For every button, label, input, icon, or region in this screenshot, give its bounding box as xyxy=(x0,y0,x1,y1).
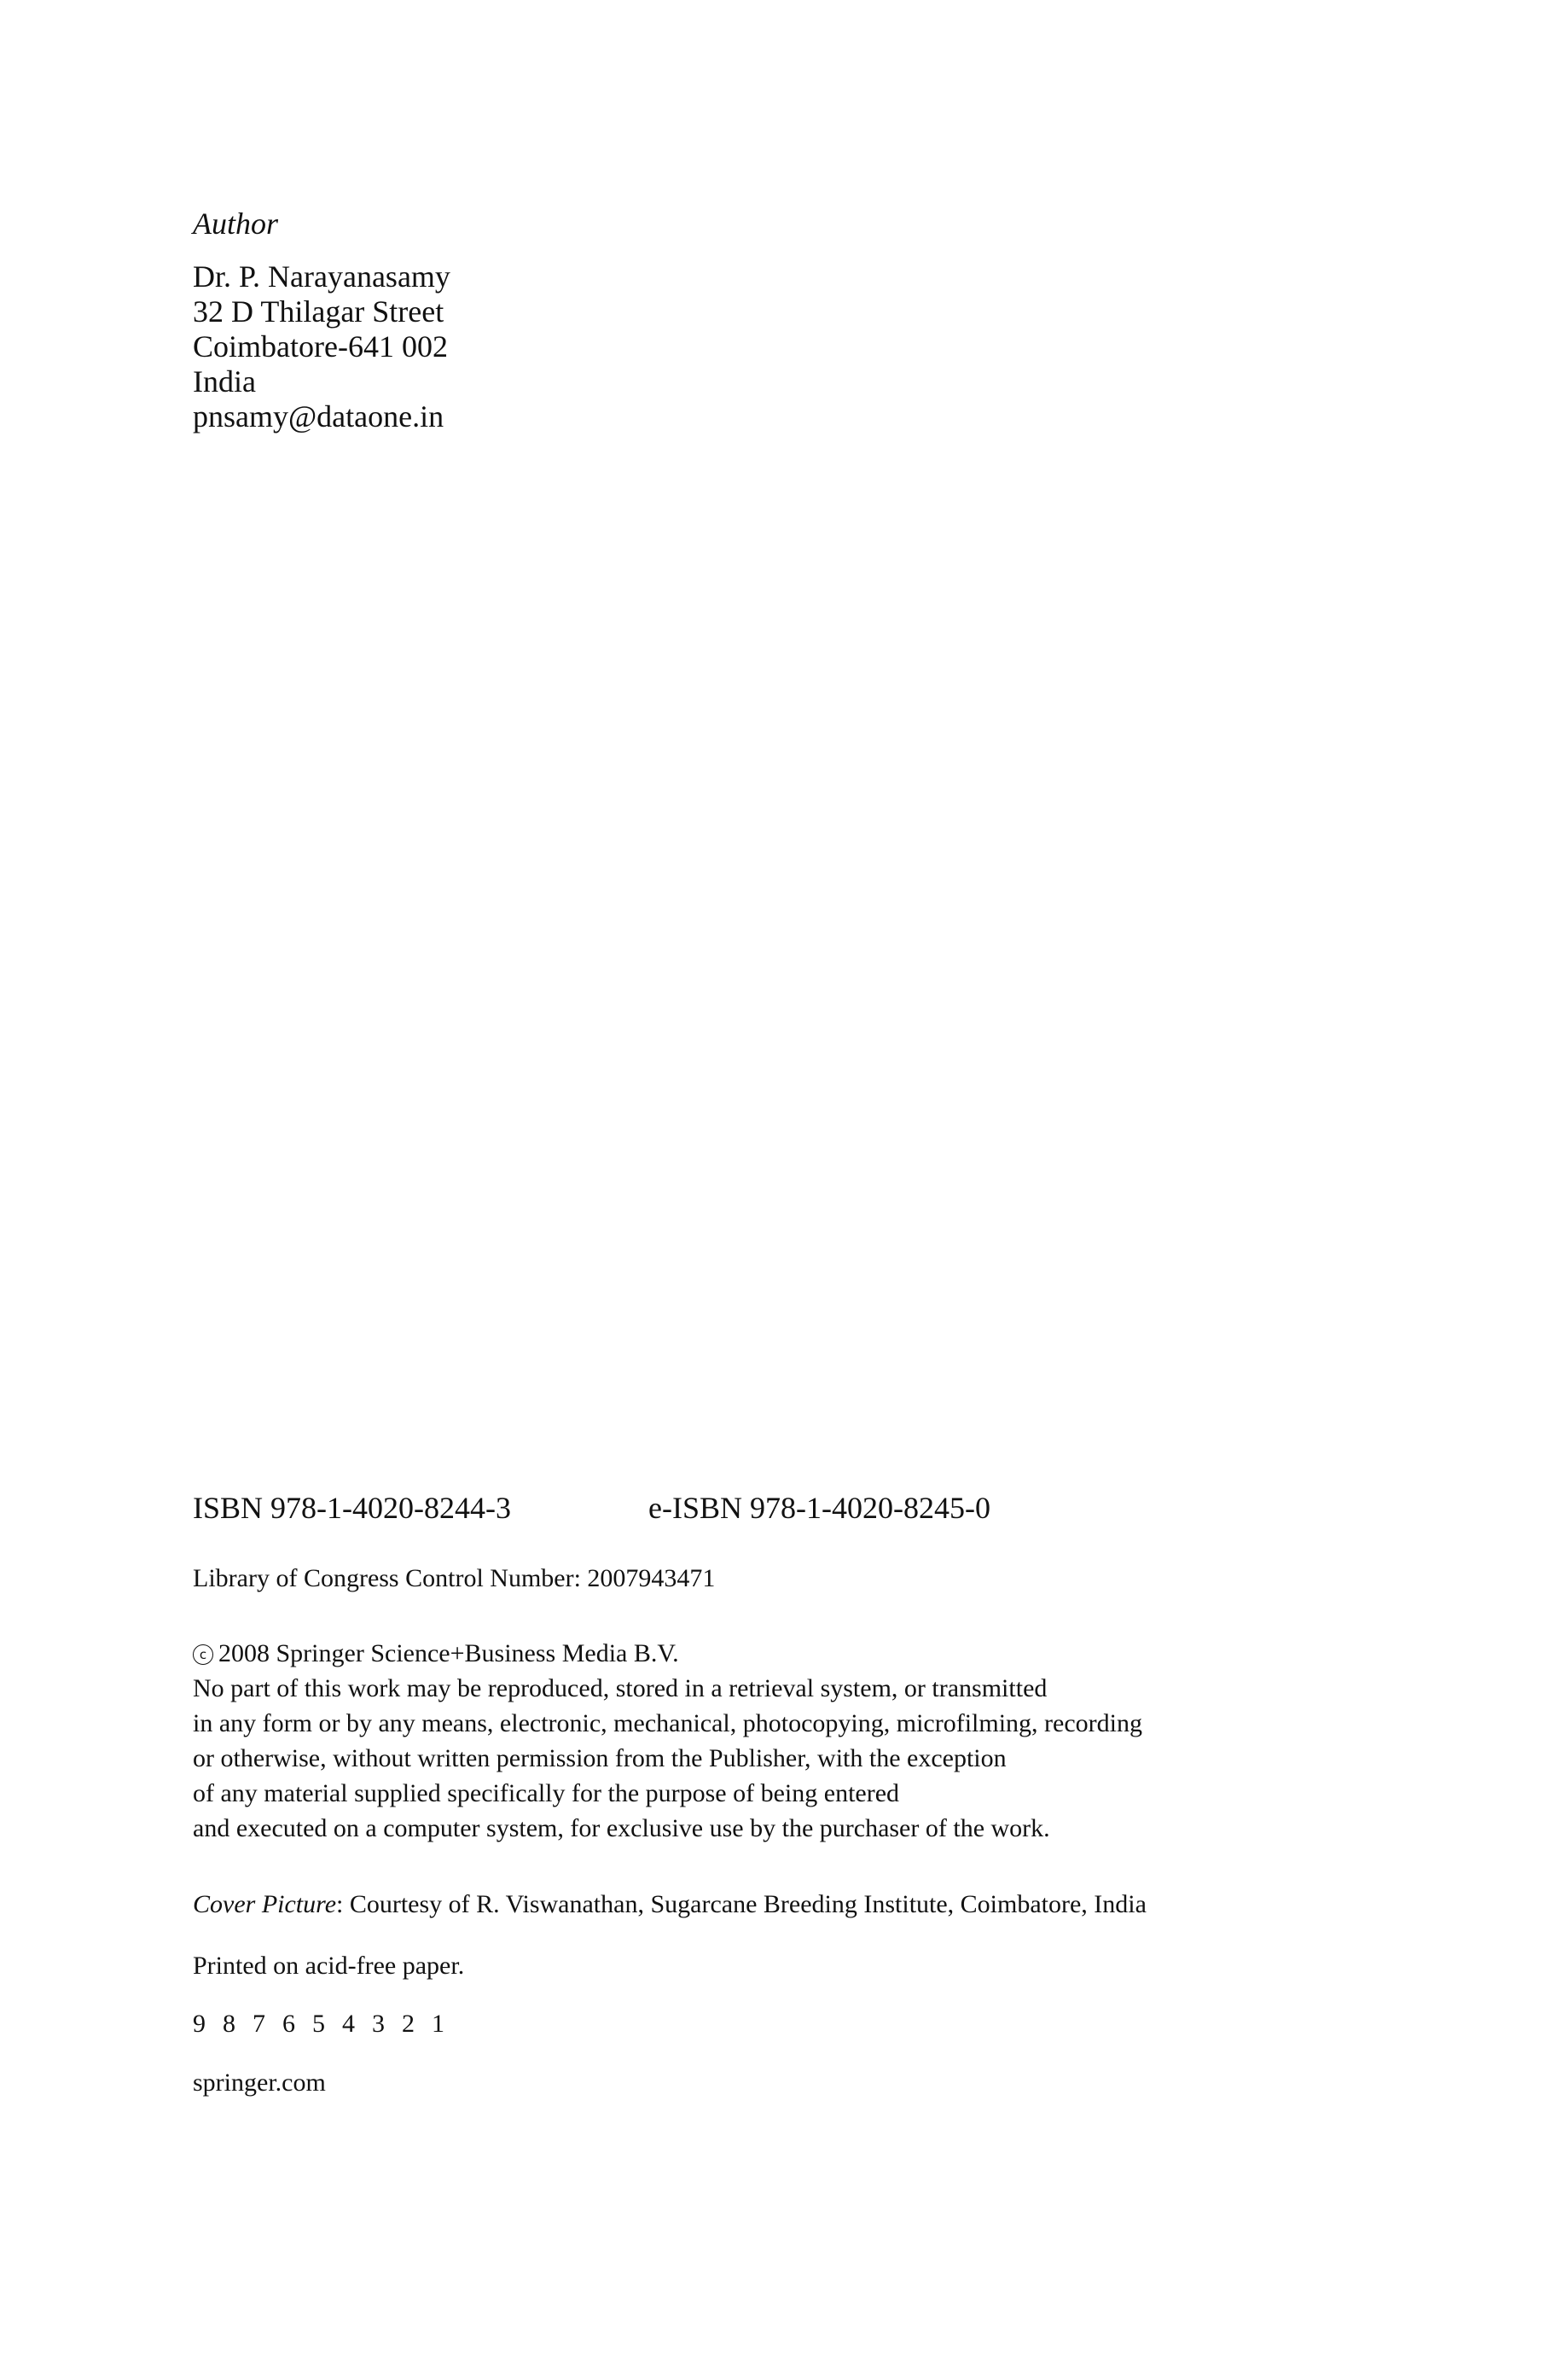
author-heading: Author xyxy=(193,207,279,241)
print-number: 9 xyxy=(193,2010,206,2038)
author-address xyxy=(193,259,450,434)
copyright-block xyxy=(193,1636,1142,1846)
copyright-holder-line xyxy=(193,1636,1142,1671)
cover-picture-label: Cover Picture xyxy=(193,1890,337,1918)
copyright-notice-line: or otherwise, without written permission from the Publisher, with the exception xyxy=(193,1744,1007,1772)
print-number: 1 xyxy=(432,2010,444,2038)
copyright-notice-line: of any material supplied specifically for the purpose of being entered xyxy=(193,1779,900,1807)
isbn-print: ISBN 978-1-4020-8244-3 xyxy=(193,1491,511,1525)
print-number: 8 xyxy=(223,2010,235,2038)
publisher-website: springer.com xyxy=(193,2068,326,2097)
author-city: Coimbatore-641 002 xyxy=(193,329,448,364)
copyright-icon: c xyxy=(193,1644,213,1665)
author-street: 32 D Thilagar Street xyxy=(193,294,444,329)
cover-picture-credit xyxy=(193,1888,1147,1922)
print-number: 4 xyxy=(342,2010,355,2038)
printed-note: Printed on acid-free paper. xyxy=(193,1952,465,1980)
copyright-notice-line: in any form or by any means, electronic, mechanical, photocopying, microfilming, recording xyxy=(193,1709,1142,1737)
cover-picture-text: : Courtesy of R. Viswanathan, Sugarcane Breeding Institute, Coimbatore, India xyxy=(336,1890,1147,1918)
copyright-notice-line: and executed on a computer system, for exclusive use by the purchaser of the work. xyxy=(193,1814,1050,1842)
copyright-notice-line: No part of this work may be reproduced, stored in a retrieval system, or transmitted xyxy=(193,1674,1048,1702)
print-line-numbers xyxy=(193,2007,462,2041)
print-number: 7 xyxy=(253,2010,265,2038)
copyright-holder: 2008 Springer Science+Business Media B.V. xyxy=(218,1639,679,1667)
print-number: 2 xyxy=(402,2010,415,2038)
author-country: India xyxy=(193,364,256,399)
print-number: 3 xyxy=(372,2010,385,2038)
isbn-electronic: e-ISBN 978-1-4020-8245-0 xyxy=(648,1491,990,1525)
author-name: Dr. P. Narayanasamy xyxy=(193,259,450,294)
print-number: 6 xyxy=(282,2010,295,2038)
print-number: 5 xyxy=(312,2010,325,2038)
library-of-congress-number: Library of Congress Control Number: 2007943471 xyxy=(193,1564,716,1592)
author-email: pnsamy@dataone.in xyxy=(193,399,444,433)
